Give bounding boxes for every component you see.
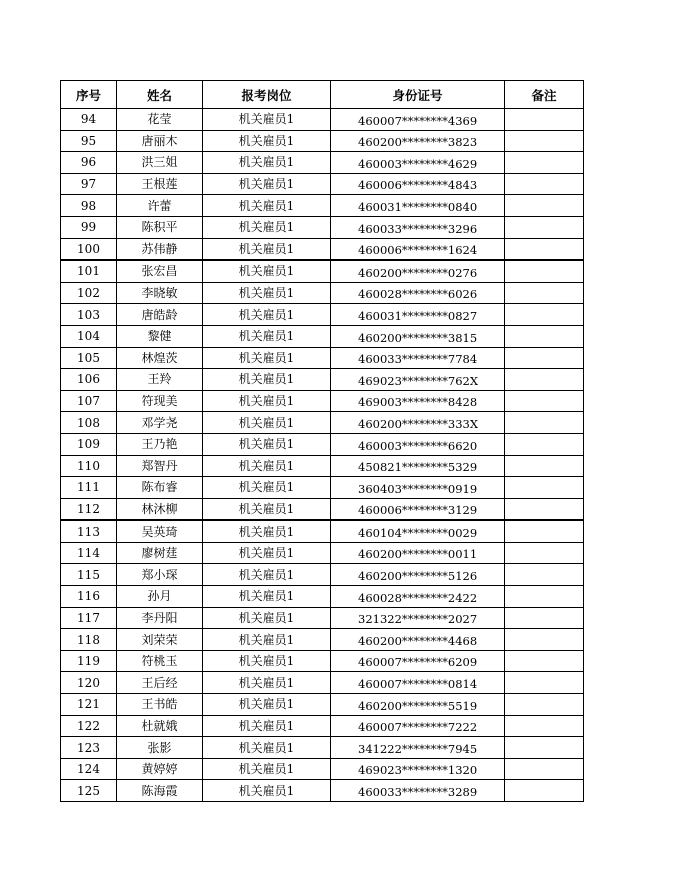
name-cell: 林沐柳 bbox=[117, 498, 203, 520]
note-cell bbox=[505, 758, 584, 780]
serial-cell: 121 bbox=[61, 694, 117, 716]
serial-cell: 106 bbox=[61, 369, 117, 391]
post-cell: 机关雇员1 bbox=[203, 607, 331, 629]
table-row bbox=[61, 195, 584, 217]
note-cell bbox=[505, 347, 584, 369]
table-row bbox=[61, 607, 584, 629]
serial-cell: 109 bbox=[61, 433, 117, 455]
note-cell bbox=[505, 369, 584, 391]
post-cell: 机关雇员1 bbox=[203, 477, 331, 499]
id-number-cell: 460007********4369 bbox=[331, 109, 505, 131]
table-row bbox=[61, 173, 584, 195]
name-cell: 王根莲 bbox=[117, 173, 203, 195]
id-number-cell: 360403********0919 bbox=[331, 477, 505, 499]
name-cell: 陈海霞 bbox=[117, 780, 203, 802]
serial-cell: 96 bbox=[61, 152, 117, 174]
name-cell: 符现美 bbox=[117, 390, 203, 412]
name-cell: 苏伟静 bbox=[117, 238, 203, 260]
serial-cell: 117 bbox=[61, 607, 117, 629]
table-row bbox=[61, 520, 584, 542]
table-row bbox=[61, 758, 584, 780]
id-number-cell: 460006********4843 bbox=[331, 173, 505, 195]
table-row bbox=[61, 216, 584, 238]
id-number-cell: 460033********3296 bbox=[331, 216, 505, 238]
id-number-cell: 460033********7784 bbox=[331, 347, 505, 369]
serial-cell: 125 bbox=[61, 780, 117, 802]
post-cell: 机关雇员1 bbox=[203, 238, 331, 260]
post-cell: 机关雇员1 bbox=[203, 347, 331, 369]
note-cell bbox=[505, 737, 584, 759]
post-cell: 机关雇员1 bbox=[203, 780, 331, 802]
table-row bbox=[61, 412, 584, 434]
id-number-cell: 460200********5519 bbox=[331, 694, 505, 716]
id-number-cell: 460028********2422 bbox=[331, 586, 505, 608]
table-row bbox=[61, 477, 584, 499]
note-cell bbox=[505, 629, 584, 651]
id-number-cell: 460200********3823 bbox=[331, 130, 505, 152]
note-cell bbox=[505, 390, 584, 412]
table-row bbox=[61, 260, 584, 282]
serial-cell: 123 bbox=[61, 737, 117, 759]
name-cell: 唐皓龄 bbox=[117, 304, 203, 326]
note-cell bbox=[505, 412, 584, 434]
post-cell: 机关雇员1 bbox=[203, 260, 331, 282]
id-number-cell: 460007********0814 bbox=[331, 672, 505, 694]
note-cell bbox=[505, 216, 584, 238]
post-cell: 机关雇员1 bbox=[203, 109, 331, 131]
note-cell bbox=[505, 238, 584, 260]
serial-cell: 100 bbox=[61, 238, 117, 260]
table-row bbox=[61, 238, 584, 260]
table-row bbox=[61, 369, 584, 391]
serial-cell: 124 bbox=[61, 758, 117, 780]
note-cell bbox=[505, 304, 584, 326]
id-number-cell: 460200********0276 bbox=[331, 260, 505, 282]
name-cell: 陈积平 bbox=[117, 216, 203, 238]
serial-cell: 108 bbox=[61, 412, 117, 434]
serial-cell: 120 bbox=[61, 672, 117, 694]
table-row bbox=[61, 347, 584, 369]
id-number-cell: 460200********0011 bbox=[331, 542, 505, 564]
table-row bbox=[61, 152, 584, 174]
table-row bbox=[61, 542, 584, 564]
serial-cell: 112 bbox=[61, 498, 117, 520]
post-cell: 机关雇员1 bbox=[203, 629, 331, 651]
note-cell bbox=[505, 564, 584, 586]
name-cell: 廖树莛 bbox=[117, 542, 203, 564]
serial-cell: 115 bbox=[61, 564, 117, 586]
header-id-number: 身份证号 bbox=[331, 81, 505, 109]
note-cell bbox=[505, 607, 584, 629]
note-cell bbox=[505, 260, 584, 282]
id-number-cell: 460104********0029 bbox=[331, 520, 505, 542]
serial-cell: 97 bbox=[61, 173, 117, 195]
table-row bbox=[61, 780, 584, 802]
name-cell: 刘荣荣 bbox=[117, 629, 203, 651]
serial-cell: 102 bbox=[61, 282, 117, 304]
id-number-cell: 460031********0840 bbox=[331, 195, 505, 217]
table-row bbox=[61, 455, 584, 477]
note-cell bbox=[505, 715, 584, 737]
post-cell: 机关雇员1 bbox=[203, 758, 331, 780]
id-number-cell: 460033********3289 bbox=[331, 780, 505, 802]
note-cell bbox=[505, 130, 584, 152]
table-row bbox=[61, 433, 584, 455]
serial-cell: 103 bbox=[61, 304, 117, 326]
id-number-cell: 460031********0827 bbox=[331, 304, 505, 326]
table-row bbox=[61, 130, 584, 152]
id-number-cell: 469023********762X bbox=[331, 369, 505, 391]
post-cell: 机关雇员1 bbox=[203, 195, 331, 217]
id-number-cell: 460003********6620 bbox=[331, 433, 505, 455]
note-cell bbox=[505, 455, 584, 477]
note-cell bbox=[505, 650, 584, 672]
post-cell: 机关雇员1 bbox=[203, 173, 331, 195]
name-cell: 林煌茨 bbox=[117, 347, 203, 369]
note-cell bbox=[505, 477, 584, 499]
name-cell: 孙月 bbox=[117, 586, 203, 608]
post-cell: 机关雇员1 bbox=[203, 282, 331, 304]
note-cell bbox=[505, 498, 584, 520]
header-serial: 序号 bbox=[61, 81, 117, 109]
name-cell: 张影 bbox=[117, 737, 203, 759]
serial-cell: 118 bbox=[61, 629, 117, 651]
note-cell bbox=[505, 282, 584, 304]
name-cell: 张宏昌 bbox=[117, 260, 203, 282]
post-cell: 机关雇员1 bbox=[203, 694, 331, 716]
header-name: 姓名 bbox=[117, 81, 203, 109]
note-cell bbox=[505, 520, 584, 542]
post-cell: 机关雇员1 bbox=[203, 369, 331, 391]
name-cell: 唐丽木 bbox=[117, 130, 203, 152]
name-cell: 王后经 bbox=[117, 672, 203, 694]
note-cell bbox=[505, 672, 584, 694]
post-cell: 机关雇员1 bbox=[203, 325, 331, 347]
table-row bbox=[61, 694, 584, 716]
post-cell: 机关雇员1 bbox=[203, 564, 331, 586]
name-cell: 李晓敏 bbox=[117, 282, 203, 304]
serial-cell: 105 bbox=[61, 347, 117, 369]
name-cell: 黎健 bbox=[117, 325, 203, 347]
table-row bbox=[61, 564, 584, 586]
table-row bbox=[61, 629, 584, 651]
id-number-cell: 341222********7945 bbox=[331, 737, 505, 759]
serial-cell: 104 bbox=[61, 325, 117, 347]
name-cell: 王羚 bbox=[117, 369, 203, 391]
note-cell bbox=[505, 694, 584, 716]
id-number-cell: 460006********1624 bbox=[331, 238, 505, 260]
id-number-cell: 460200********3815 bbox=[331, 325, 505, 347]
id-number-cell: 460007********7222 bbox=[331, 715, 505, 737]
id-number-cell: 460200********4468 bbox=[331, 629, 505, 651]
serial-cell: 107 bbox=[61, 390, 117, 412]
name-cell: 符桃玉 bbox=[117, 650, 203, 672]
serial-cell: 95 bbox=[61, 130, 117, 152]
header-row bbox=[61, 81, 584, 109]
table-row bbox=[61, 282, 584, 304]
note-cell bbox=[505, 586, 584, 608]
table-row bbox=[61, 304, 584, 326]
post-cell: 机关雇员1 bbox=[203, 715, 331, 737]
name-cell: 许蕾 bbox=[117, 195, 203, 217]
post-cell: 机关雇员1 bbox=[203, 542, 331, 564]
note-cell bbox=[505, 325, 584, 347]
table-row bbox=[61, 737, 584, 759]
note-cell bbox=[505, 195, 584, 217]
serial-cell: 114 bbox=[61, 542, 117, 564]
table-row bbox=[61, 672, 584, 694]
table-row bbox=[61, 390, 584, 412]
serial-cell: 113 bbox=[61, 520, 117, 542]
table-row bbox=[61, 586, 584, 608]
table-row bbox=[61, 715, 584, 737]
applicant-table bbox=[60, 80, 584, 802]
post-cell: 机关雇员1 bbox=[203, 498, 331, 520]
serial-cell: 110 bbox=[61, 455, 117, 477]
name-cell: 王书皓 bbox=[117, 694, 203, 716]
id-number-cell: 469003********8428 bbox=[331, 390, 505, 412]
post-cell: 机关雇员1 bbox=[203, 433, 331, 455]
table-row bbox=[61, 498, 584, 520]
note-cell bbox=[505, 433, 584, 455]
serial-cell: 99 bbox=[61, 216, 117, 238]
name-cell: 陈布睿 bbox=[117, 477, 203, 499]
name-cell: 郑智丹 bbox=[117, 455, 203, 477]
header-note: 备注 bbox=[505, 81, 584, 109]
id-number-cell: 460200********5126 bbox=[331, 564, 505, 586]
name-cell: 洪三姐 bbox=[117, 152, 203, 174]
post-cell: 机关雇员1 bbox=[203, 304, 331, 326]
id-number-cell: 469023********1320 bbox=[331, 758, 505, 780]
name-cell: 邓学尧 bbox=[117, 412, 203, 434]
note-cell bbox=[505, 109, 584, 131]
serial-cell: 116 bbox=[61, 586, 117, 608]
post-cell: 机关雇员1 bbox=[203, 130, 331, 152]
serial-cell: 119 bbox=[61, 650, 117, 672]
id-number-cell: 460200********333X bbox=[331, 412, 505, 434]
note-cell bbox=[505, 780, 584, 802]
post-cell: 机关雇员1 bbox=[203, 390, 331, 412]
serial-cell: 98 bbox=[61, 195, 117, 217]
name-cell: 花莹 bbox=[117, 109, 203, 131]
serial-cell: 122 bbox=[61, 715, 117, 737]
id-number-cell: 460006********3129 bbox=[331, 498, 505, 520]
name-cell: 黄婷婷 bbox=[117, 758, 203, 780]
name-cell: 李丹阳 bbox=[117, 607, 203, 629]
name-cell: 郑小琛 bbox=[117, 564, 203, 586]
table-body bbox=[61, 109, 584, 802]
name-cell: 吴英琦 bbox=[117, 520, 203, 542]
note-cell bbox=[505, 173, 584, 195]
name-cell: 王乃艳 bbox=[117, 433, 203, 455]
post-cell: 机关雇员1 bbox=[203, 672, 331, 694]
table-row bbox=[61, 650, 584, 672]
id-number-cell: 450821********5329 bbox=[331, 455, 505, 477]
id-number-cell: 460007********6209 bbox=[331, 650, 505, 672]
post-cell: 机关雇员1 bbox=[203, 152, 331, 174]
post-cell: 机关雇员1 bbox=[203, 520, 331, 542]
table-row bbox=[61, 325, 584, 347]
note-cell bbox=[505, 152, 584, 174]
note-cell bbox=[505, 542, 584, 564]
serial-cell: 111 bbox=[61, 477, 117, 499]
serial-cell: 101 bbox=[61, 260, 117, 282]
post-cell: 机关雇员1 bbox=[203, 650, 331, 672]
id-number-cell: 460003********4629 bbox=[331, 152, 505, 174]
header-post: 报考岗位 bbox=[203, 81, 331, 109]
id-number-cell: 321322********2027 bbox=[331, 607, 505, 629]
id-number-cell: 460028********6026 bbox=[331, 282, 505, 304]
serial-cell: 94 bbox=[61, 109, 117, 131]
post-cell: 机关雇员1 bbox=[203, 216, 331, 238]
post-cell: 机关雇员1 bbox=[203, 737, 331, 759]
name-cell: 杜就娥 bbox=[117, 715, 203, 737]
post-cell: 机关雇员1 bbox=[203, 586, 331, 608]
table-row bbox=[61, 109, 584, 131]
post-cell: 机关雇员1 bbox=[203, 455, 331, 477]
post-cell: 机关雇员1 bbox=[203, 412, 331, 434]
